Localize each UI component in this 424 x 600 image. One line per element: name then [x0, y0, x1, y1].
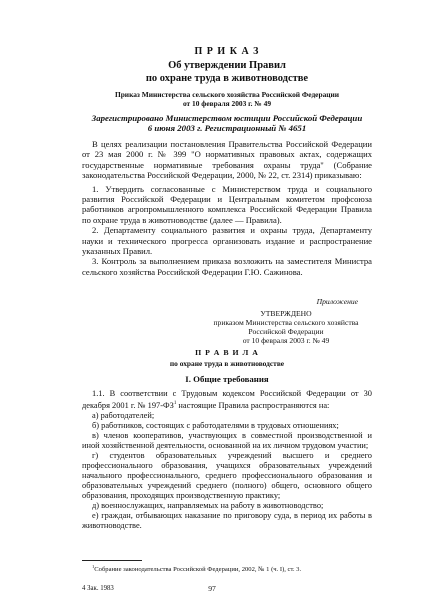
- rules-heading: П Р А В И Л А: [195, 348, 259, 357]
- print-code: 4 Зак. 1983: [82, 585, 114, 592]
- appendix-label: Приложение: [316, 297, 358, 306]
- list-item: а) работодателей;: [92, 410, 155, 420]
- page-number: 97: [208, 584, 216, 593]
- title-line-2: по охране труда в животноводстве: [145, 73, 309, 84]
- list-item: е) граждан, отбывающих наказание по приговору суда, в период их работы в животноводстве.: [82, 510, 372, 530]
- approved-line-1: приказом Министерства сельского хозяйства: [213, 318, 359, 327]
- clause-2: 2. Департаменту социального развития и охраны труда, Департаменту науки и технического прогресса организовать издание и распространение указанных Правил.: [82, 225, 372, 257]
- footnote-mark: 1: [92, 564, 95, 569]
- rules-body: [82, 389, 372, 531]
- list-item: д) военнослужащих, направляемых на работу в животноводство;: [92, 500, 324, 510]
- list-item: б) работников, состоящих с работодателями в трудовых отношениях;: [92, 420, 339, 430]
- section-heading: I. Общие требования: [185, 374, 269, 384]
- footnote-ref: 1: [173, 401, 177, 406]
- clause-3: 3. Контроль за выполнением приказа возложить на заместителя Министра сельского хозяйства Российской Федерации Г.Ю. Сажинова.: [82, 256, 372, 277]
- rule-1-1-end: настоящие Правила распространяются на:: [176, 400, 330, 410]
- footnote: [92, 563, 372, 574]
- rule-1-1: [82, 389, 372, 411]
- doc-type: П Р И К А З: [194, 46, 260, 57]
- footnote-rule: [82, 560, 142, 561]
- preamble: В целях реализации постановления Правительства Российской Федерации от 23 мая 2000 г. № 399 "О нормативных правовых актах, содержащих государственные нормативные требования охраны труда" (Собрание законодательства Российской Федерации, 2000, № 22, ст. 2314) приказываю:: [82, 139, 372, 181]
- order-line-2: от 10 февраля 2003 г. № 49: [182, 99, 272, 108]
- list-item: в) членов кооперативов, участвующих в совместной производственной и иной хозяйственной деятельности, основанной на их личном трудовом участии;: [82, 430, 372, 450]
- order-body: [82, 139, 372, 277]
- appendix-block: [200, 297, 372, 345]
- clause-1: 1. Утвердить согласованные с Министерством труда и социального развития Российской Федерации и Центральным комитетом профсоюза работников агропромышленного комплекса Российской Федерации Правила по охране труда в животноводстве (далее — Правила).: [82, 183, 372, 225]
- rule-1-1-text: 1.1. В соответствии с Трудовым кодексом Российской Федерации от 30 декабря 2001 г. № 197-ФЗ: [82, 389, 372, 410]
- registration-line-2: 6 июня 2003 г. Регистрационный № 4651: [147, 123, 307, 133]
- approved-line-2: Российской Федерации: [248, 327, 324, 336]
- approved-label: УТВЕРЖДЕНО: [260, 309, 312, 318]
- list-item: г) студентов образовательных учреждений высшего и среднего профессионального образования, учащихся образовательных учреждений начального профессионального, среднего профессионального образования и образовательных учреждений среднего (полного) общего, основного общего образования, проходящих производственную практику;: [82, 450, 372, 500]
- approved-line-3: от 10 февраля 2003 г. № 49: [242, 336, 330, 345]
- title-line-1: Об утверждении Правил: [168, 60, 286, 71]
- rules-subheading: по охране труда в животноводстве: [169, 359, 285, 368]
- registration-line-1: Зарегистрировано Министерством юстиции Российской Федерации: [91, 113, 363, 123]
- footnote-text: Собрание законодательства Российской Федерации, 2002, № 1 (ч. I), ст. 3.: [94, 566, 302, 574]
- order-line-1: Приказ Министерства сельского хозяйства Российской Федерации: [114, 90, 340, 99]
